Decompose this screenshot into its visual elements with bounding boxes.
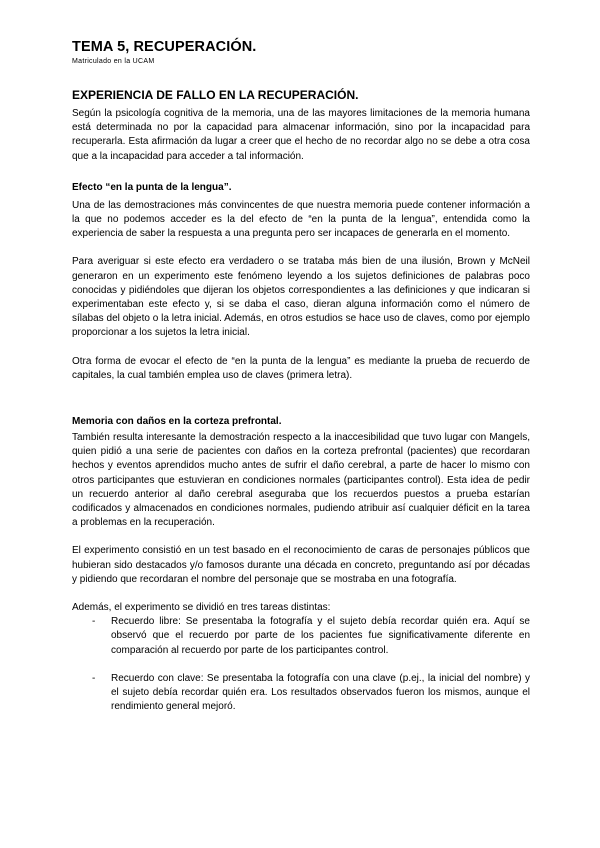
paragraph-prefrontal-tasks: Además, el experimento se dividió en tres tareas distintas: (72, 602, 331, 614)
paragraph-tot-definition: Una de las demostraciones más convincentes de que nuestra memoria puede contener información a la que no podemos acceder es la del efecto de “en la punta de la lengua”, entendida como la experiencia de saber la respuesta a una pregunta pero ser incapaces de generarla en el momento. (72, 199, 530, 240)
paragraph-tot-experiment: Para averiguar si este efecto era verdadero o se trataba más bien de una ilusión, Brown y McNeil generaron en un experimento este fenómeno leyendo a los sujetos definiciones de palabras poco conocidas y pidiéndoles que dijeran los objetos correspondientes a las definiciones y que indicaran si experimentaban este efecto y, si se daba el caso, dieran alguna información como el número de sílabas del objeto o la letra inicial. Además, en otros estudios se hace uso de claves, como por ejemplo proporcionar a los sujetos la letra inicial. (72, 256, 530, 339)
document-title: TEMA 5, RECUPERACIÓN. (72, 39, 257, 55)
list-dash: - (92, 672, 96, 684)
task-list (92, 615, 530, 714)
subheading-prefrontal: Memoria con daños en la corteza prefrontal. (72, 416, 282, 428)
list-item-text: Recuerdo con clave: Se presentaba la fotografía con una clave (p.ej., la inicial del nombre) y el sujeto debía recordar quién era. Los resultados observados fueron los mismos, aunque el rendimiento general mejoró. (111, 672, 530, 713)
section-heading-retrieval-failure: EXPERIENCIA DE FALLO EN LA RECUPERACIÓN. (72, 88, 359, 102)
list-item-text: Recuerdo libre: Se presentaba la fotografía y el sujeto debía recordar quién era. Aquí se observó que el recuerdo por parte de los pacientes fue significativamente diferente en comparación al recuerdo por parte de los participantes control. (111, 616, 530, 656)
paragraph-prefrontal-test: El experimento consistió en un test basado en el reconocimiento de caras de personajes públicos que hubieran sido destacados y/o famosos durante una década en concreto, preguntando así por décadas y pidiendo que recordaran el nombre del personaje que se mostraba en una fotografía. (72, 545, 530, 585)
subheading-tip-of-tongue: Efecto “en la punta de la lengua”. (72, 181, 232, 193)
list-dash: - (92, 616, 96, 628)
paragraph-prefrontal-mangels: También resulta interesante la demostración respecto a la inaccesibilidad que tuvo lugar con Mangels, quien pidió a una serie de pacientes con daños en la corteza prefrontal (pacientes) que recordaran hechos y eventos aprendidos mucho antes de sufrir el daño cerebral, a parte de hacer lo mismo con otros participantes que estuvieran en condiciones normales (participantes control). Esta idea de pedir un recuerdo anterior al daño cerebral aseguraba que los recuerdos puestos a prueba estarían codificados y almacenados en condiciones normales, pudiendo atribuir así cualquier déficit en la tarea a problemas en la recuperación. (72, 432, 530, 529)
document-subtitle: Matriculado en la UCAM (72, 58, 155, 65)
list-item (92, 672, 530, 715)
paragraph-tot-capitals: Otra forma de evocar el efecto de “en la punta de la lengua” es mediante la prueba de recuerdo de capitales, la cual también emplea uso de claves (primera letra). (72, 355, 530, 381)
list-item (92, 615, 530, 658)
paragraph-intro: Según la psicología cognitiva de la memoria, una de las mayores limitaciones de la memoria humana está determinada no por la capacidad para almacenar información, sino por la incapacidad para recuperarla. Esta afirmación da lugar a creer que el hecho de no recordar algo no se debe a otra cosa que a la incapacidad para acceder a tal información. (72, 108, 530, 162)
